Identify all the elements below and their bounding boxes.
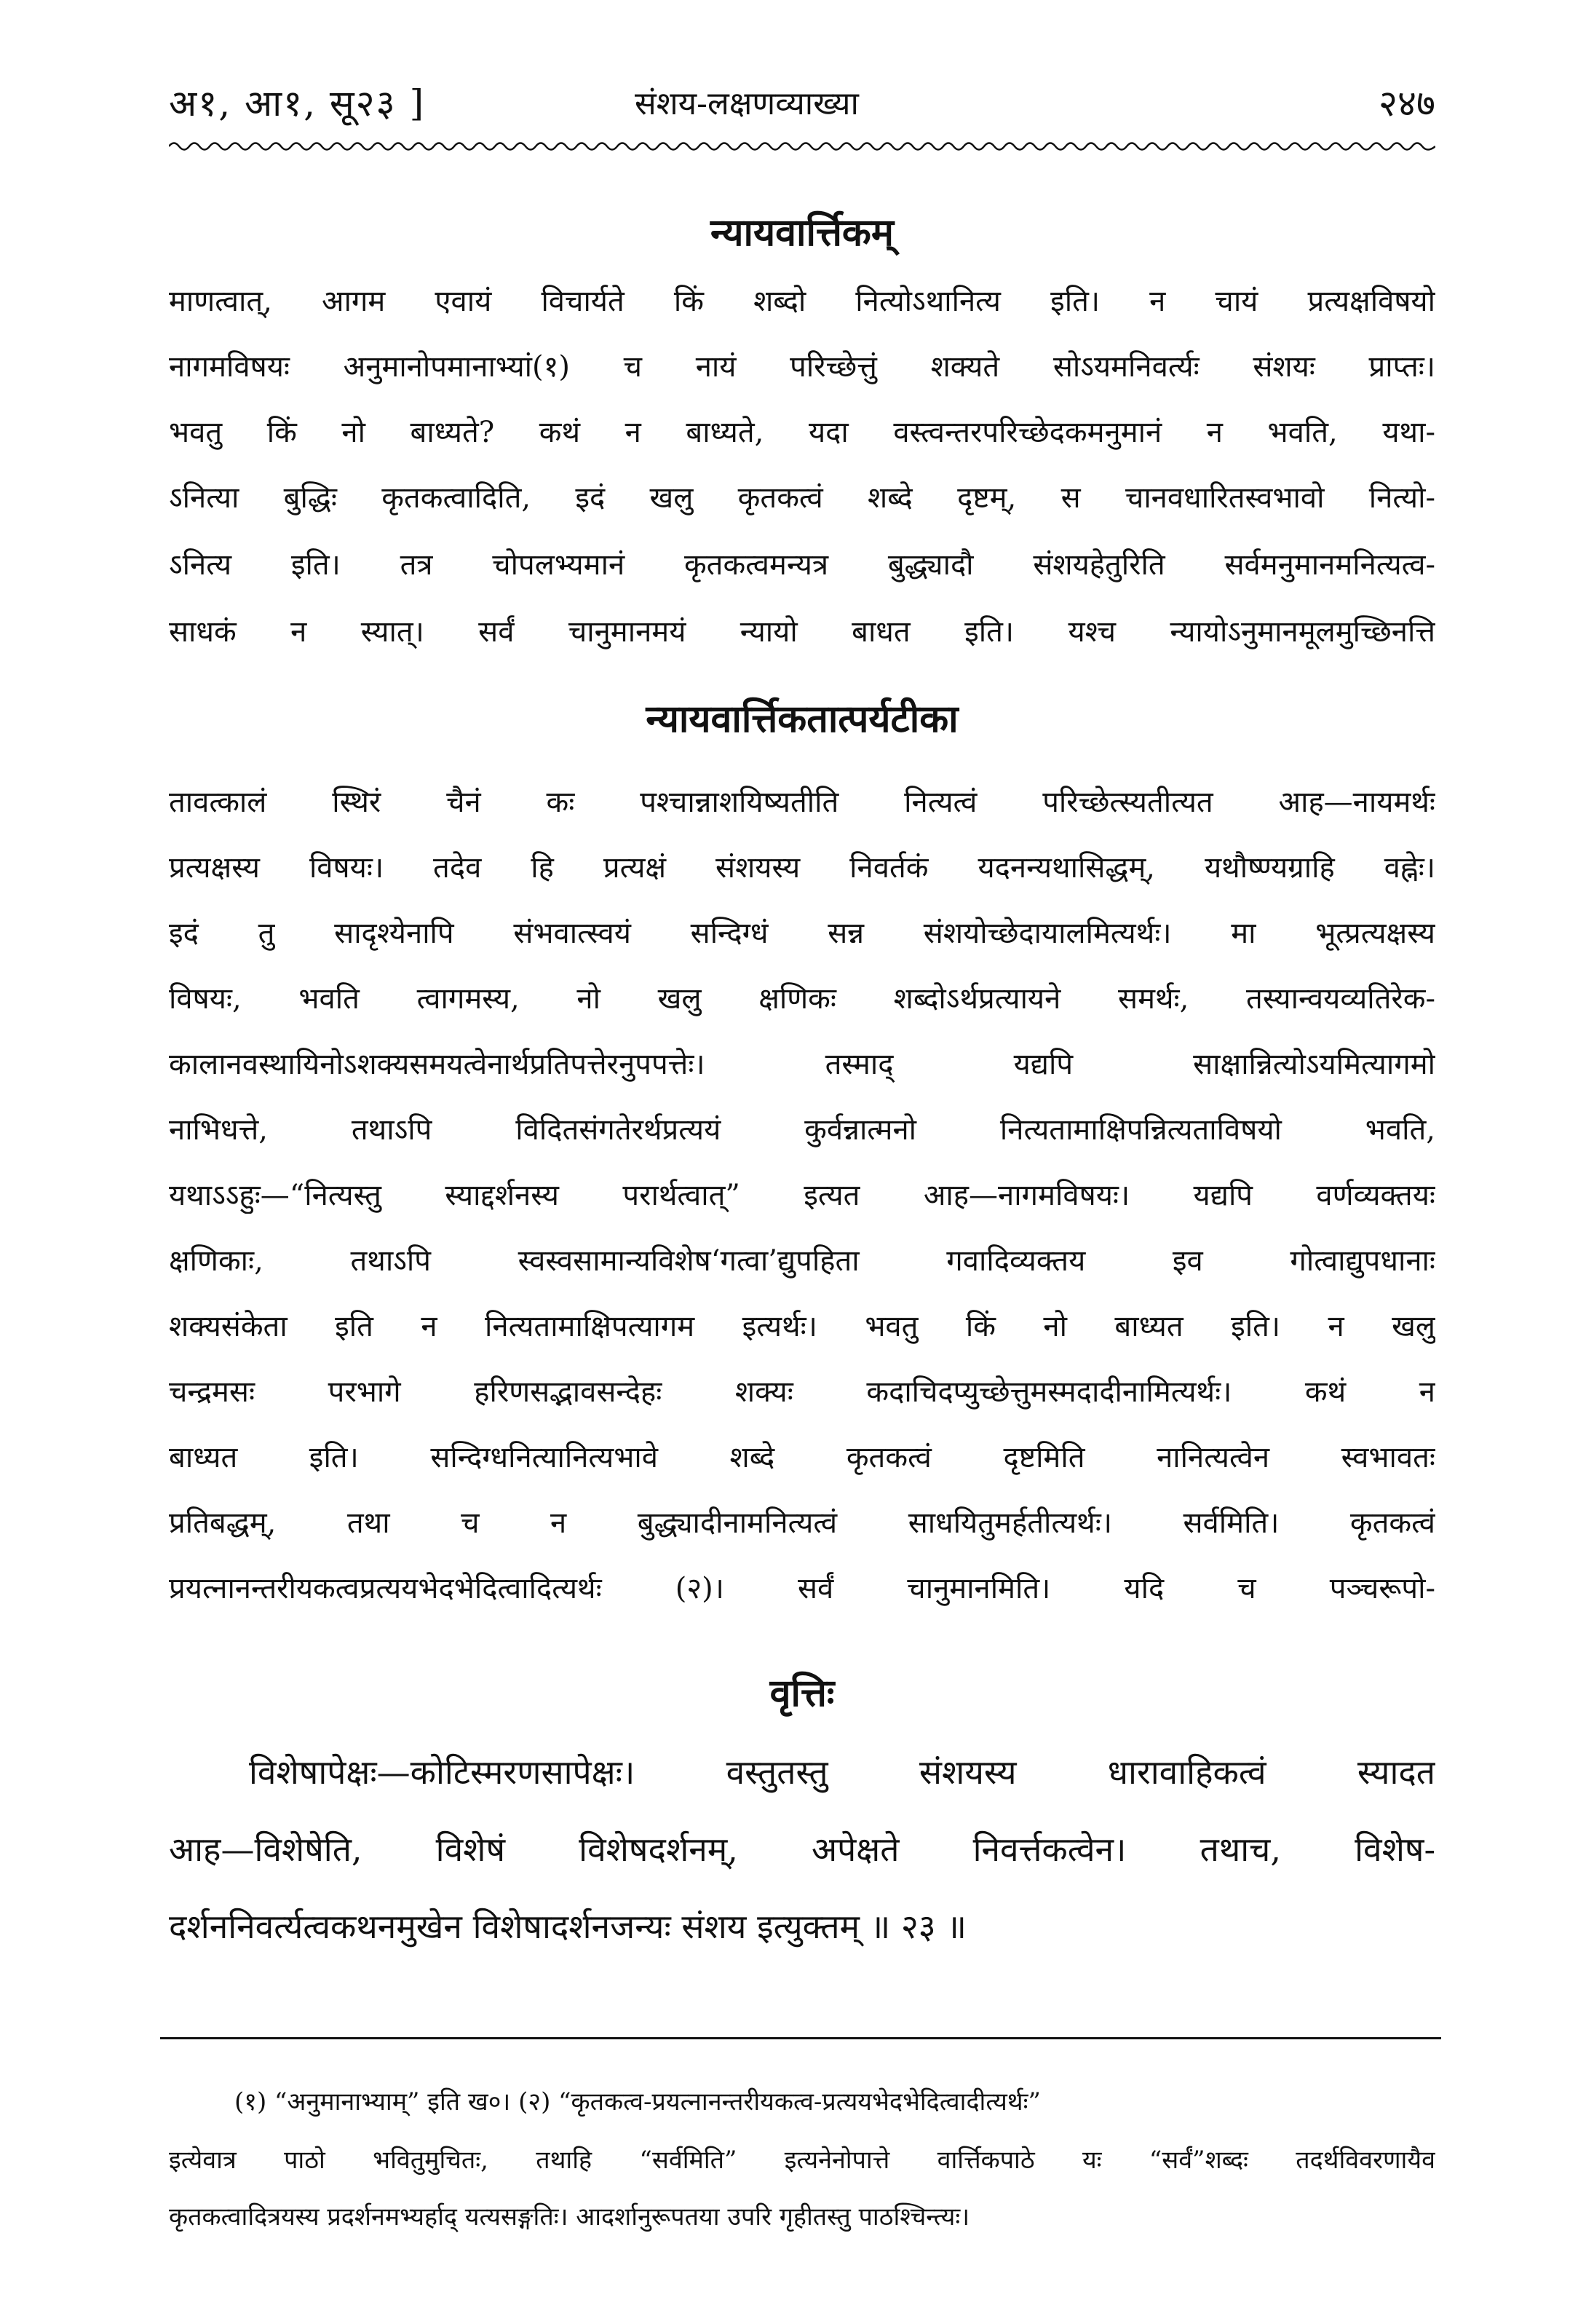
footnote-line: कृतकत्वादित्रयस्य प्रदर्शनमभ्यर्हाद् यत्यसङ्गतिः। आदर्शानुरूपतया उपरि गृहीतस्तु पाठश्चिन्त्यः। <box>169 2202 970 2232</box>
tatparya-line: प्रयत्नानन्तरीयकत्वप्रत्ययभेदभेदित्वादित्यर्थः (२)। सर्वं चानुमानमिति। यदि च पञ्चरूपो- <box>169 1572 1435 1605</box>
tatparya-line: इदं तु सादृश्येनापि संभवात्स्वयं सन्दिग्धं सन्न संशयोच्छेदायालमित्यर्थः। मा भूत्प्रत्यक्षस्य <box>169 917 1435 950</box>
tatparya-line: नाभिधत्ते, तथाऽपि विदितसंगतेरर्थप्रत्ययं कुर्वन्नात्मनो नित्यतामाक्षिपन्नित्यताविषयो भवति, <box>169 1113 1435 1147</box>
tatparya-line: शक्यसंकेता इति न नित्यतामाक्षिपत्यागम इत्यर्थः। भवतु किं नो बाध्यत इति। न खलु <box>169 1310 1435 1343</box>
footnote-line: (१) “अनुमानाभ्याम्” इति ख०। (२) “कृतकत्व-प्रयत्नानन्तरीयकत्व-प्रत्ययभेदभेदित्वादीत्यर्थः” <box>234 2087 1041 2116</box>
header-wavy-rule <box>169 140 1435 153</box>
vartika-heading: न्यायवार्त्तिकम् <box>710 210 894 255</box>
tatparya-line: बाध्यत इति। सन्दिग्धनित्यानित्यभावे शब्दे कृतकत्वं दृष्टमिति नानित्यत्वेन स्वभावतः <box>169 1441 1435 1474</box>
tatparya-line: क्षणिकाः, तथाऽपि स्वस्वसामान्यविशेष‘गत्वा’द्युपहिता गवादिव्यक्तय इव गोत्वाद्युपधानाः <box>169 1244 1435 1278</box>
tatparya-line: कालानवस्थायिनोऽशक्यसमयत्वेनार्थप्रतिपत्तेरनुपपत्तेः। तस्माद् यद्यपि साक्षान्नित्योऽयमित्यागमो <box>169 1048 1435 1081</box>
tatparya-line: तावत्कालं स्थिरं चैनं कः पश्चान्नाशयिष्यतीति नित्यत्वं परिच्छेत्स्यतीत्यत आह—नायमर्थः <box>169 786 1435 819</box>
vartika-line: ऽनित्य इति। तत्र चोपलभ्यमानं कृतकत्वमन्यत्र बुद्ध्यादौ संशयहेतुरिति सर्वमनुमानमनित्यत्व- <box>169 548 1435 582</box>
vartika-line: नागमविषयः अनुमानोपमानाभ्यां(१) च नायं परिच्छेत्तुं शक्यते सोऽयमनिवर्त्यः संशयः प्राप्तः। <box>169 350 1435 384</box>
running-header <box>169 70 1435 128</box>
header-title: संशय-लक्षणव्याख्या <box>635 85 859 122</box>
tatparya-line: चन्द्रमसः परभागे हरिणसद्भावसन्देहः शक्यः कदाचिदप्युच्छेत्तुमस्मदादीनामित्यर्थः। कथं न <box>169 1375 1435 1409</box>
page-number: २४७ <box>1379 82 1435 125</box>
footnote-rule <box>160 2037 1441 2039</box>
chapter-reference: अ१, आ१, सू२३ ] <box>169 82 426 125</box>
vritti-line: विशेषापेक्षः—कोटिस्मरणसापेक्षः। वस्तुतस्तु संशयस्य धारावाहिकत्वं स्यादत <box>249 1752 1435 1792</box>
vritti-line: आह—विशेषेति, विशेषं विशेषदर्शनम्, अपेक्षते निवर्त्तकत्वेन। तथाच, विशेष- <box>169 1830 1435 1869</box>
tatparya-line: विषयः, भवति त्वागमस्य, नो खलु क्षणिकः शब्दोऽर्थप्रत्यायने समर्थः, तस्यान्वयव्यतिरेक- <box>169 982 1435 1016</box>
tatparya-line: प्रतिबद्धम्, तथा च न बुद्ध्यादीनामनित्यत्वं साधयितुमर्हतीत्यर्थः। सर्वमिति। कृतकत्वं <box>169 1506 1435 1540</box>
vritti-heading: वृत्तिः <box>769 1671 835 1715</box>
tatparya-heading: न्यायवार्त्तिकतात्पर्यटीका <box>646 697 959 741</box>
tatparya-line: यथाऽऽहुः—“नित्यस्तु स्याद्दर्शनस्य परार्थत्वात्” इत्यत आह—नागमविषयः। यद्यपि वर्णव्यक्तयः <box>169 1179 1435 1212</box>
footnote-line: इत्येवात्र पाठो भवितुमुचितः, तथाहि “सर्वमिति” इत्यनेनोपात्ते वार्त्तिकपाठे यः “सर्वं”शब्दः तदर्थविवरणायैव <box>169 2146 1435 2175</box>
vritti-line: दर्शननिवर्त्यत्वकथनमुखेन विशेषादर्शनजन्यः संशय इत्युक्तम् ॥ २३ ॥ <box>169 1907 967 1946</box>
tatparya-line: प्रत्यक्षस्य विषयः। तदेव हि प्रत्यक्षं संशयस्य निवर्तकं यदनन्यथासिद्धम्, यथौष्ण्यग्राहि वह्नेः। <box>169 851 1435 885</box>
vartika-line: ऽनित्या बुद्धिः कृतकत्वादिति, इदं खलु कृतकत्वं शब्दे दृष्टम्, स चानवधारितस्वभावो नित्यो- <box>169 481 1435 515</box>
vartika-line: भवतु किं नो बाध्यते? कथं न बाध्यते, यदा वस्त्वन्तरपरिच्छेदकमनुमानं न भवति, यथा- <box>169 416 1435 449</box>
vartika-line: साधकं न स्यात्। सर्वं चानुमानमयं न्यायो बाधत इति। यश्च न्यायोऽनुमानमूलमुच्छिनत्ति <box>169 615 1435 649</box>
vartika-line: माणत्वात्, आगम एवायं विचार्यते किं शब्दो नित्योऽथानित्य इति। न चायं प्रत्यक्षविषयो <box>169 285 1435 318</box>
